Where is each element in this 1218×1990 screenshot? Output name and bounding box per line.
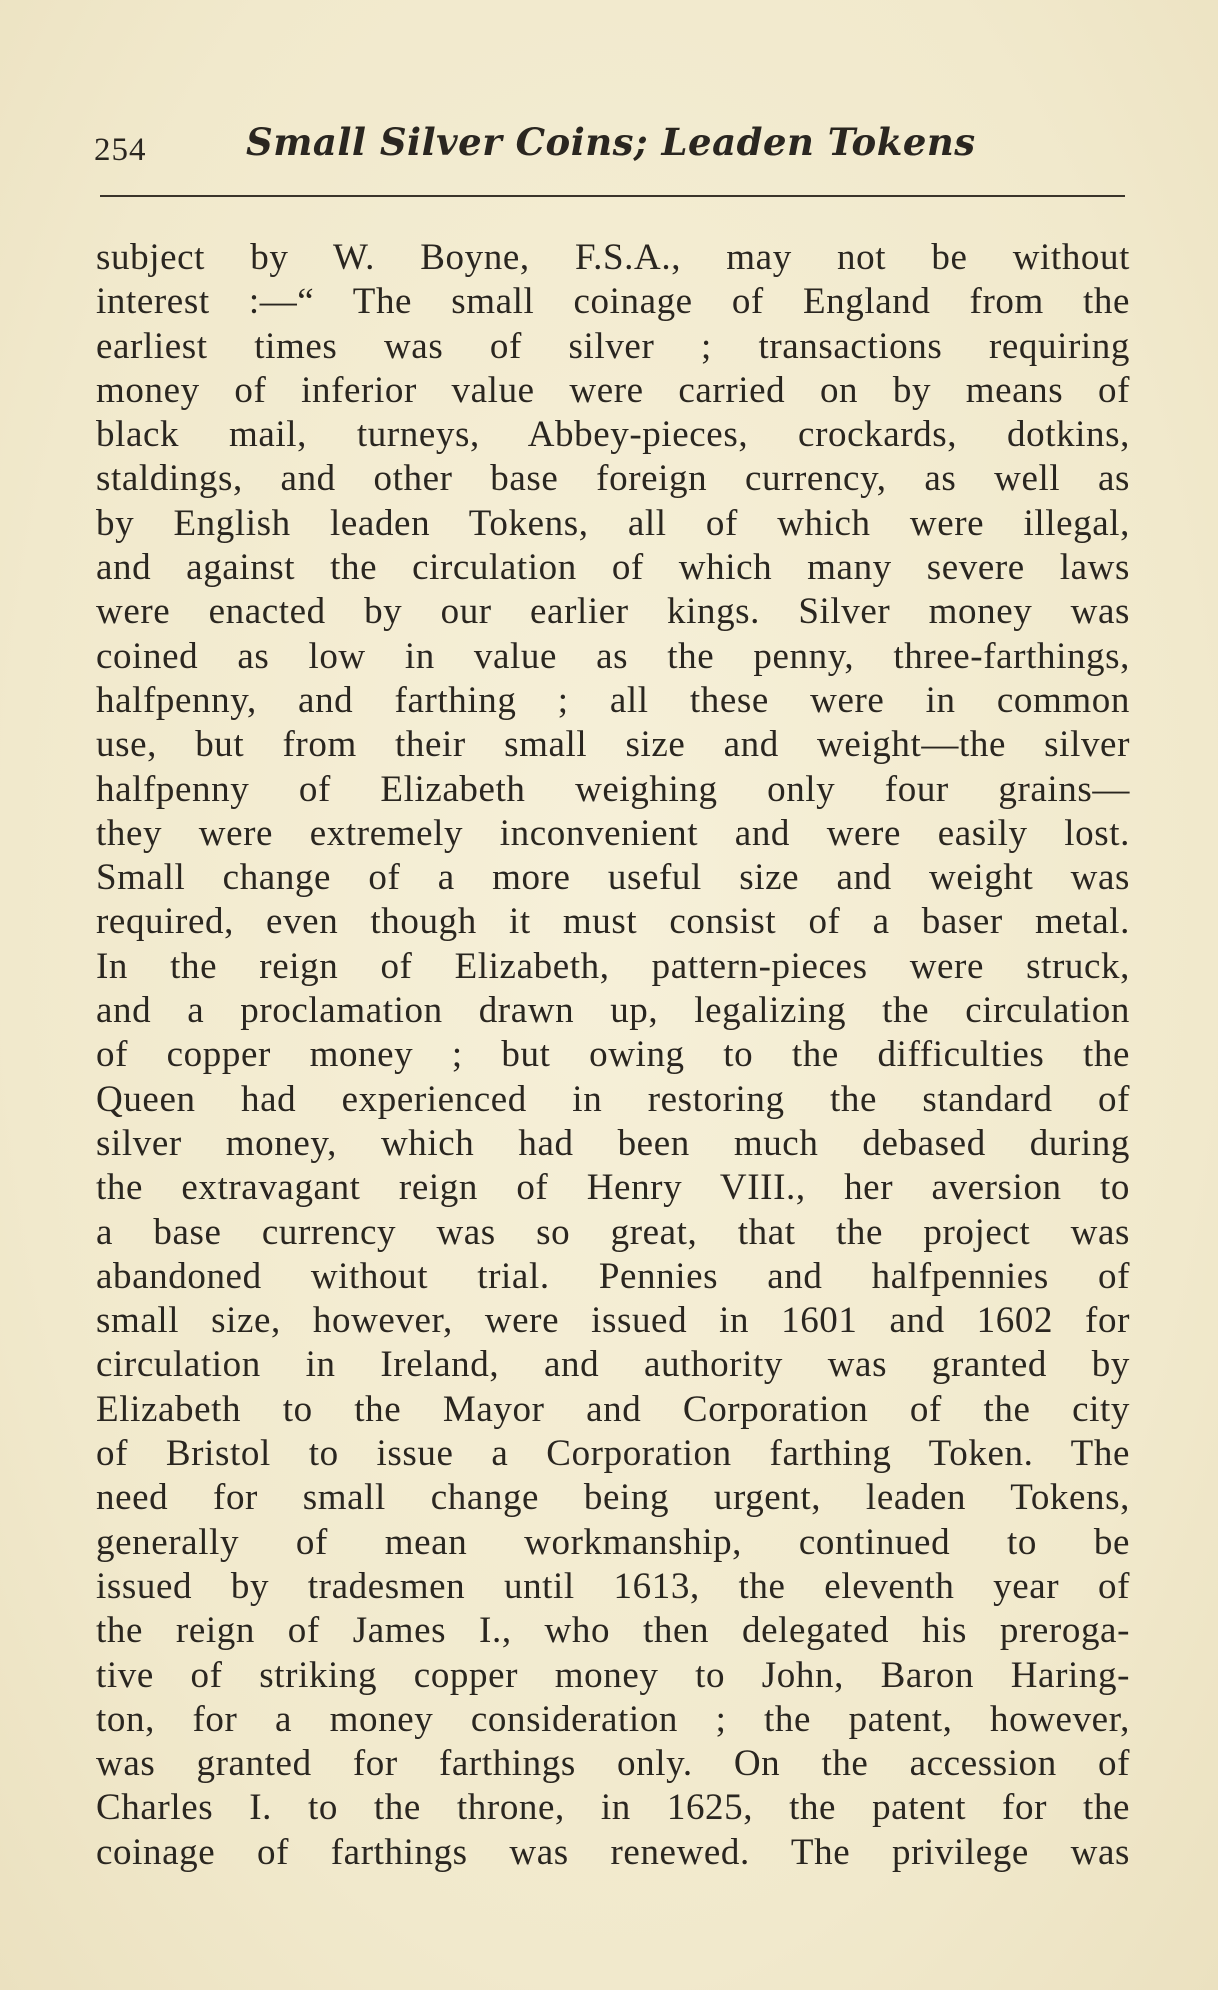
text-line: and against the circulation of which many severe laws [96,547,1130,589]
text-line: interest :—“ The small coinage of England from the [96,281,1130,323]
text-line: halfpenny, and farthing ; all these were in common [96,679,1130,721]
text-line: small size, however, were issued in 1601 and 1602 for [96,1300,1130,1342]
text-line: coined as low in value as the penny, three-farthings, [96,635,1130,677]
text-line: abandoned without trial. Pennies and halfpennies of [96,1255,1130,1297]
body-text [96,236,1130,1875]
text-line: was granted for farthings only. On the accession of [96,1743,1130,1785]
text-line: Small change of a more useful size and weight was [96,857,1130,899]
text-line: use, but from their small size and weight—the silver [96,724,1130,766]
text-line: by English leaden Tokens, all of which were illegal, [96,502,1130,544]
text-line: need for small change being urgent, leaden Tokens, [96,1477,1130,1519]
page-header [94,118,1124,178]
text-line: Queen had experienced in restoring the standard of [96,1078,1130,1120]
text-line: circulation in Ireland, and authority was granted by [96,1344,1130,1386]
text-line: Elizabeth to the Mayor and Corporation of the city [96,1388,1130,1430]
text-line: of Bristol to issue a Corporation farthing Token. The [96,1433,1130,1475]
text-line: earliest times was of silver ; transactions requiring [96,325,1130,367]
text-line: Charles I. to the throne, in 1625, the patent for the [96,1787,1130,1829]
text-line: tive of striking copper money to John, Baron Haring- [96,1654,1130,1696]
text-line: and a proclamation drawn up, legalizing the circulation [96,990,1130,1032]
text-line: were enacted by our earlier kings. Silver money was [96,591,1130,633]
text-line: they were extremely inconvenient and were easily lost. [96,812,1130,854]
running-title: Small Silver Coins; Leaden Tokens [246,120,976,164]
text-line: black mail, turneys, Abbey-pieces, crockards, dotkins, [96,414,1130,456]
text-line: issued by tradesmen until 1613, the eleventh year of [96,1565,1130,1607]
text-line: a base currency was so great, that the project was [96,1211,1130,1253]
text-line: of copper money ; but owing to the difficulties the [96,1034,1130,1076]
text-line: the reign of James I., who then delegated his preroga- [96,1610,1130,1652]
text-line: the extravagant reign of Henry VIII., her aversion to [96,1167,1130,1209]
text-line: money of inferior value were carried on by means of [96,369,1130,411]
header-rule [100,195,1125,197]
text-line: ton, for a money consideration ; the patent, however, [96,1698,1130,1740]
text-line: coinage of farthings was renewed. The privilege was [96,1831,1130,1873]
text-line: In the reign of Elizabeth, pattern-pieces were struck, [96,945,1130,987]
text-line: staldings, and other base foreign currency, as well as [96,458,1130,500]
text-line: generally of mean workmanship, continued to be [96,1521,1130,1563]
text-line: halfpenny of Elizabeth weighing only four grains— [96,768,1130,810]
page-number: 254 [94,132,147,168]
text-line: required, even though it must consist of a baser metal. [96,901,1130,943]
text-line: subject by W. Boyne, F.S.A., may not be without [96,237,1130,278]
text-line: silver money, which had been much debased during [96,1122,1130,1164]
